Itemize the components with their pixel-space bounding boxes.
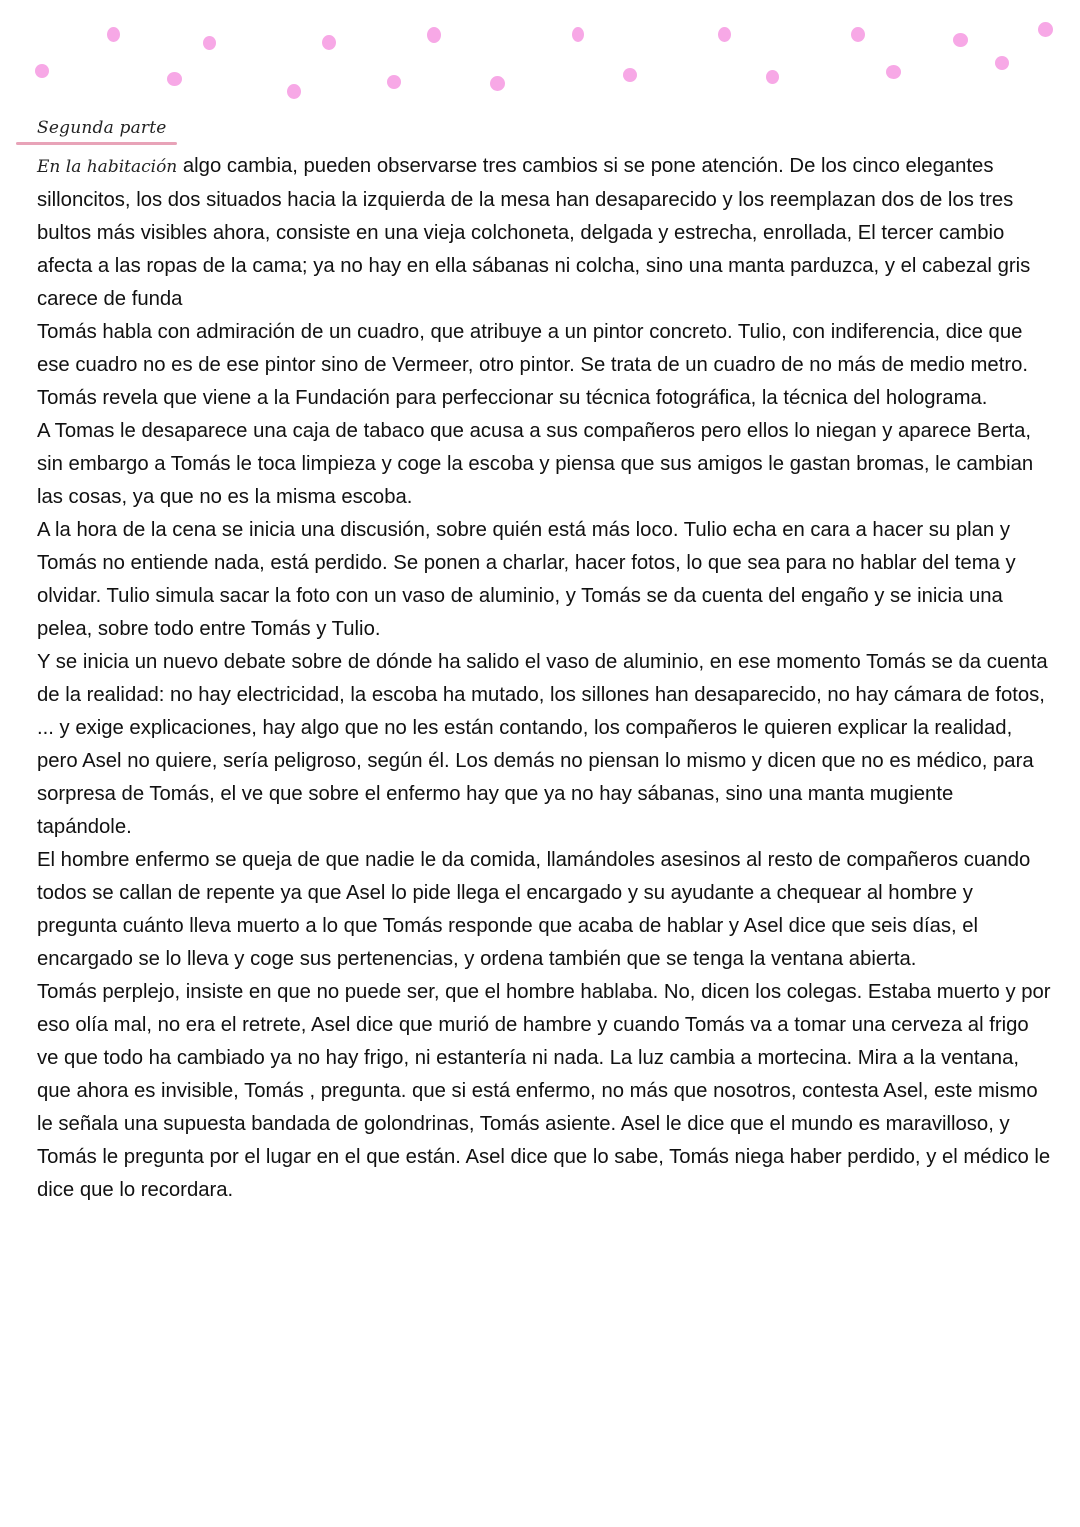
section-heading: Segunda parte bbox=[37, 118, 167, 138]
pink-dot bbox=[490, 76, 505, 91]
paragraph: A Tomas le desaparece una caja de tabaco que acusa a sus compañeros pero ellos lo niegan y aparece Berta, sin embargo a Tomás le toca limpieza y coge la escoba y piensa que sus amigos le gastan bromas, le cambian las cosas, ya que no es la misma escoba. bbox=[37, 420, 1034, 508]
paragraph: Y se inicia un nuevo debate sobre de dónde ha salido el vaso de aluminio, en ese momento Tomás se da cuenta de la realidad: no hay electricidad, la escoba ha mutado, los sillones han desaparecido, no hay cámara de fotos, ... y exige explicaciones, hay algo que no les están contando, los compañeros le quieren explicar la realidad, pero Asel no quiere, sería peligroso, según él. Los demás no piensan lo mismo y dicen que no es médico, para sorpresa de Tomás, el ve que sobre el enfermo hay que ya no hay sábanas, sino una manta mugiente tapándole. bbox=[37, 651, 1048, 838]
document-body bbox=[37, 150, 1052, 1207]
pink-dot bbox=[1038, 22, 1053, 37]
heading-underline bbox=[16, 142, 177, 145]
pink-dot bbox=[766, 70, 779, 84]
pink-dot bbox=[203, 36, 216, 50]
pink-dot bbox=[995, 56, 1009, 70]
paragraph bbox=[37, 150, 1052, 316]
pink-dot bbox=[851, 27, 865, 42]
pink-dot bbox=[718, 27, 731, 42]
paragraph: A la hora de la cena se inicia una discusión, sobre quién está más loco. Tulio echa en cara a hacer su plan y Tomás no entiende nada, está perdido. Se ponen a charlar, hacer fotos, lo que sea para no hablar del tema y olvidar. Tulio simula sacar la foto con un vaso de aluminio, y Tomás se da cuenta del engaño y se inicia una pelea, sobre todo entre Tomás y Tulio. bbox=[37, 519, 1016, 640]
pink-dot bbox=[107, 27, 120, 42]
pink-dot bbox=[322, 35, 336, 50]
pink-dot bbox=[35, 64, 49, 78]
handwritten-lead: En la habitación bbox=[37, 157, 178, 177]
paragraph-text: algo cambia, pueden observarse tres cambios si se pone atención. De los cinco elegantes silloncitos, los dos situados hacia la izquierda de la mesa han desaparecido y los reemplazan dos de los tres bultos más visibles ahora, consiste en una vieja colchoneta, delgada y estrecha, enrollada, El tercer cambio afecta a las ropas de la cama; ya no hay en ella sábanas ni colcha, sino una manta parduzca, y el cabezal gris carece de funda bbox=[37, 155, 1031, 310]
pink-dot bbox=[427, 27, 441, 43]
pink-dot bbox=[387, 75, 401, 89]
paragraph: Tomás revela que viene a la Fundación para perfeccionar su técnica fotográfica, la técnica del holograma. bbox=[37, 387, 988, 409]
pink-dot bbox=[886, 65, 901, 79]
paragraph: El hombre enfermo se queja de que nadie le da comida, llamándoles asesinos al resto de compañeros cuando todos se callan de repente ya que Asel lo pide llega el encargado y su ayudante a chequear al hombre y pregunta cuánto lleva muerto a lo que Tomás responde que acaba de hablar y Asel dice que seis días, el encargado se lo lleva y coge sus pertenencias, y ordena también que se tenga la ventana abierta. bbox=[37, 849, 1031, 970]
pink-dot bbox=[287, 84, 301, 99]
pink-dot bbox=[623, 68, 637, 82]
pink-dot bbox=[953, 33, 968, 47]
pink-dot bbox=[572, 27, 584, 42]
paragraph: Tomás habla con admiración de un cuadro, que atribuye a un pintor concreto. Tulio, con indiferencia, dice que ese cuadro no es de ese pintor sino de Vermeer, otro pintor. Se trata de un cuadro de no más de medio metro. bbox=[37, 321, 1028, 376]
paragraph: Tomás perplejo, insiste en que no puede ser, que el hombre hablaba. No, dicen los colegas. Estaba muerto y por eso olía mal, no era el retrete, Asel dice que murió de hambre y cuando Tomás va a tomar una cerveza al frigo ve que todo ha cambiado ya no hay frigo, ni estantería ni nada. La luz cambia a mortecina. Mira a la ventana, que ahora es invisible, Tomás , pregunta. que si está enfermo, no más que nosotros, contesta Asel, este mismo le señala una supuesta bandada de golondrinas, Tomás asiente. Asel le dice que el mundo es maravilloso, y Tomás le pregunta por el lugar en el que están. Asel dice que lo sabe, Tomás niega haber perdido, y el médico le dice que lo recordara. bbox=[37, 981, 1051, 1201]
pink-dot bbox=[167, 72, 182, 86]
